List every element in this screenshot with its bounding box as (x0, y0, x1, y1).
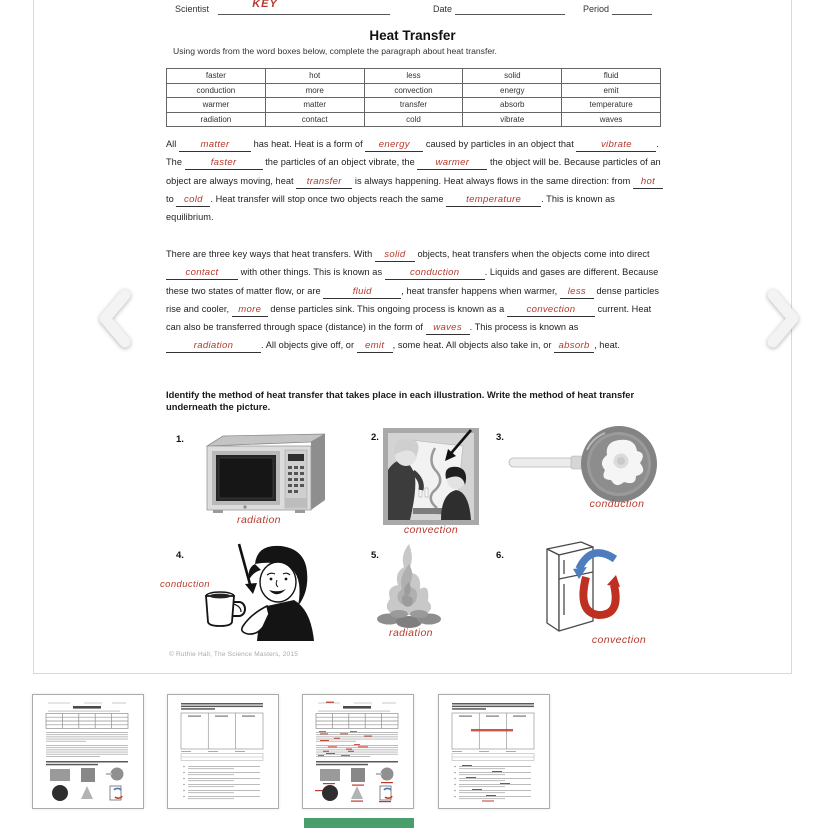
word-box-cell: less (364, 69, 463, 84)
answer-blank (166, 267, 238, 280)
answer-blank (507, 304, 595, 317)
word-box-cell: convection (364, 83, 463, 98)
scientist-answer: KEY (252, 0, 278, 10)
worksheet-page (145, 1, 680, 669)
answer-label-3: conduction (589, 498, 645, 510)
answer-label-4: conduction (160, 579, 210, 590)
handwritten-answer: conduction (410, 267, 460, 279)
word-box-cell: warmer (167, 98, 266, 113)
thumbnail-page-4[interactable] (438, 694, 550, 809)
handwritten-answer: solid (384, 249, 406, 260)
answer-blank (185, 157, 263, 170)
table-key-mini-preview-icon (442, 698, 544, 803)
word-box-cell: faster (167, 69, 266, 84)
answer-label-2: convection (403, 524, 459, 536)
answer-blank (179, 139, 251, 152)
campfire-icon (375, 542, 443, 630)
answer-blank (357, 340, 393, 353)
handwritten-answer: hot (640, 175, 656, 187)
handwritten-answer: cold (183, 193, 203, 205)
word-box-row (167, 98, 661, 113)
word-box-cell: solid (463, 69, 562, 84)
answer-blank (232, 304, 268, 317)
woman-with-mug-icon (197, 542, 317, 641)
answer-blank (296, 176, 352, 189)
word-box-cell: absorb (463, 98, 562, 113)
handwritten-answer: more (238, 303, 262, 315)
table-page-mini-preview-icon (171, 698, 273, 803)
chevron-left-icon (92, 287, 138, 351)
worksheet-key-mini-preview-icon (306, 698, 408, 803)
word-box-cell: contact (265, 112, 364, 127)
worksheet-mini-preview-icon (36, 698, 138, 803)
answer-blank (417, 157, 487, 170)
illustration-number-5: 5. (371, 550, 379, 561)
word-box-cell: hot (265, 69, 364, 84)
word-box-cell: temperature (562, 98, 661, 113)
thumbnail-page-1[interactable] (32, 694, 144, 809)
copyright-credit: © Ruthie Hall, The Science Masters, 2015 (169, 651, 299, 658)
thumbnail-page-2[interactable] (167, 694, 279, 809)
word-box-cell: fluid (562, 69, 661, 84)
handwritten-answer: energy (378, 139, 410, 150)
word-box-cell: transfer (364, 98, 463, 113)
frying-pan-icon (507, 424, 662, 504)
word-box-cell: cold (364, 112, 463, 127)
handwritten-answer: warmer (435, 157, 470, 169)
fill-in-paragraph-2: There are three key ways that heat transfers. With solid objects, heat transfers when the objects come into direct contact with other things. This is known as conduction . Liquids and gases are different. Because these two states of matter flow, or are fluid , heat transfer happens when warmer, less dense particles rise and cooler, more dense particles sink. This ongoing process is known as a convection current. Heat can also be transferred through space (distance) in the form of waves . This process is known as radiation . All objects give off, or emit , some heat. All objects also take in, or absorb , heat. (166, 249, 660, 352)
thumbnail-page-3-selected[interactable] (302, 694, 414, 809)
handwritten-answer: emit (364, 340, 385, 352)
scientist-label: Scientist (175, 4, 210, 14)
answer-blank (323, 286, 401, 299)
refrigerator-icon (533, 535, 633, 635)
worksheet-subtitle: Using words from the word boxes below, complete the paragraph about heat transfer. (173, 46, 497, 56)
answer-blank (560, 286, 594, 299)
selected-thumbnail-indicator (304, 818, 414, 828)
answer-blank (375, 249, 415, 262)
date-line (455, 2, 565, 15)
word-box-cell: more (265, 83, 364, 98)
handwritten-answer: contact (185, 267, 219, 279)
answer-blank (166, 340, 261, 353)
answer-blank (365, 139, 423, 152)
handwritten-answer: matter (200, 139, 230, 150)
word-box-row (167, 112, 661, 127)
handwritten-answer: fluid (352, 285, 372, 297)
handwritten-answer: radiation (193, 340, 234, 352)
answer-blank (176, 194, 210, 207)
word-box-cell: energy (463, 83, 562, 98)
word-box-table (166, 68, 661, 127)
handwritten-answer: transfer (306, 175, 342, 187)
illustration-instruction: Identify the method of heat transfer that takes place in each illustration. Write the method of heat transfer underneath the picture. (166, 389, 635, 412)
worksheet-title: Heat Transfer (369, 28, 456, 43)
answer-blank (385, 267, 485, 280)
word-box-cell: matter (265, 98, 364, 113)
illustration-number-3: 3. (496, 432, 504, 443)
prev-page-button[interactable] (92, 287, 138, 351)
illustration-number-1: 1. (176, 434, 184, 445)
answer-blank (426, 322, 470, 335)
handwritten-answer: waves (433, 322, 462, 334)
word-box-row (167, 83, 661, 98)
handwritten-answer: temperature (466, 193, 522, 205)
handwritten-answer: vibrate (600, 139, 632, 150)
answer-label-6: convection (591, 634, 647, 646)
answer-blank (633, 176, 663, 189)
illustration-number-6: 6. (496, 550, 504, 561)
document-preview-panel (33, 0, 792, 674)
answer-blank (576, 139, 656, 152)
answer-label-1: radiation (237, 514, 281, 526)
word-box-row (167, 69, 661, 84)
date-label: Date (433, 4, 453, 14)
answer-blank (554, 340, 594, 353)
answer-label-5: radiation (389, 627, 433, 639)
word-box-cell: vibrate (463, 112, 562, 127)
word-box-cell: emit (562, 83, 661, 98)
word-box-cell: radiation (167, 112, 266, 127)
word-box-cell: waves (562, 112, 661, 127)
handwritten-answer: absorb (558, 340, 590, 352)
handwritten-answer: convection (526, 303, 576, 315)
next-page-button[interactable] (760, 287, 806, 351)
answer-blank (446, 194, 541, 207)
handwritten-answer: less (567, 285, 587, 297)
people-scene-icon (383, 428, 479, 525)
period-label: Period (583, 4, 610, 14)
illustration-number-2: 2. (371, 432, 379, 443)
word-box-cell: conduction (167, 83, 266, 98)
handwritten-answer: faster (210, 157, 237, 169)
chevron-right-icon (760, 287, 806, 351)
period-line (612, 2, 652, 15)
fill-in-paragraph-1: All matter has heat. Heat is a form of energy caused by particles in an object that vibrate . The faster the particles of an object vibrate, the warmer the object will be. Because particles of an object are always moving, heat transfer is always happening. Heat always flows in the same direction: from hot to cold . Heat transfer will stop once two objects reach the same temperature . This is known as equilibrium. (166, 135, 664, 226)
illustration-number-4: 4. (176, 550, 184, 561)
microwave-oven-icon (193, 430, 341, 518)
